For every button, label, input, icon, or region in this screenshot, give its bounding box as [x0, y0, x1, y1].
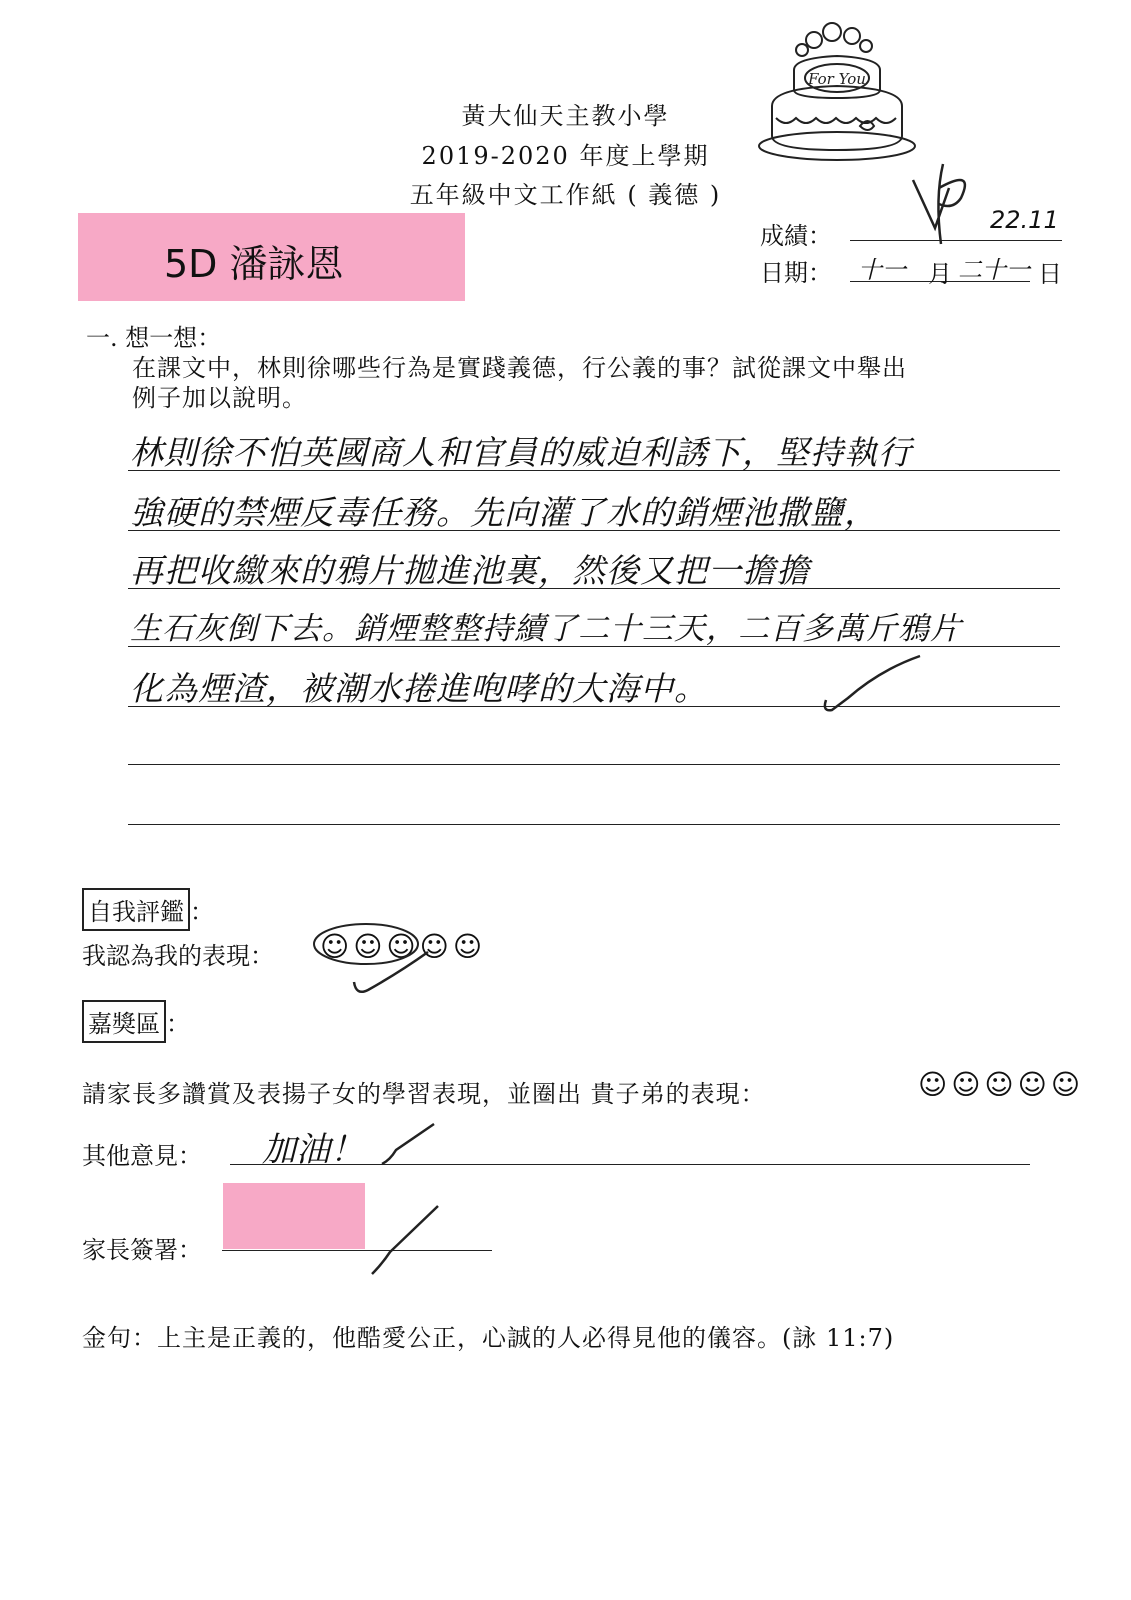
answer-line [128, 824, 1060, 825]
date-day-unit: 日 [1038, 260, 1062, 288]
praise-smileys [918, 1068, 1084, 1101]
student-class-name: 5D 潘詠恩 [164, 242, 344, 286]
tick-mark-icon [368, 1202, 442, 1278]
smiley-icon[interactable]: ☺ [419, 930, 449, 963]
self-eval-heading-row [82, 888, 214, 931]
date-month-value: 十一 [858, 256, 906, 284]
signature-label: 家長簽署： [82, 1236, 202, 1264]
worksheet-title: 五年級中文工作紙 ( 義德 ) [409, 181, 722, 209]
smiley-icon[interactable]: ☺ [386, 930, 416, 963]
answer-line [128, 764, 1060, 765]
self-eval-colon: ： [190, 898, 214, 926]
question-prompt-line1: 在課文中，林則徐哪些行為是實踐義德，行公義的事？試從課文中舉出 [132, 354, 907, 382]
smiley-icon[interactable]: ☺ [1017, 1068, 1047, 1101]
student-name-tag [78, 213, 465, 301]
smiley-icon[interactable]: ☺ [951, 1068, 981, 1101]
teacher-mark-icon [905, 158, 985, 248]
date-month-unit: 月 [928, 260, 952, 288]
smiley-icon[interactable]: ☺ [984, 1068, 1014, 1101]
signature-line [222, 1250, 492, 1251]
smiley-icon[interactable]: ☺ [320, 930, 350, 963]
self-eval-heading: 自我評鑑 [82, 888, 190, 931]
answer-text-line: 林則徐不怕英國商人和官員的威迫利誘下，堅持執行 [130, 433, 912, 472]
signature-redaction [223, 1183, 365, 1249]
other-comments-label: 其他意見： [82, 1142, 202, 1170]
answer-text-line: 化為煙渣，被潮水捲進咆哮的大海中。 [130, 669, 708, 708]
date-day-value: 二十一 [958, 256, 1030, 284]
svg-text:For You: For You [808, 70, 866, 88]
answer-text-line: 強硬的禁煙反毒任務。先向灌了水的銷煙池撒鹽， [130, 493, 878, 532]
answer-text-line: 再把收繳來的鴉片拋進池裏，然後又把一擔擔 [130, 551, 810, 590]
date-label: 日期： [760, 259, 832, 287]
smiley-icon[interactable]: ☺ [353, 930, 383, 963]
school-name: 黃大仙天主教小學 [461, 102, 670, 130]
tick-mark-icon [820, 650, 930, 720]
school-term: 2019-2020 年度上學期 [421, 142, 710, 170]
smiley-icon[interactable]: ☺ [1050, 1068, 1081, 1101]
smiley-icon[interactable]: ☺ [918, 1068, 948, 1101]
praise-heading: 嘉獎區 [82, 1000, 166, 1043]
praise-colon: ： [166, 1010, 190, 1038]
grade-value: 22.11 [990, 206, 1059, 234]
question-prompt-line2: 例子加以說明。 [132, 384, 307, 412]
self-eval-text: 我認為我的表現： [82, 942, 274, 970]
other-comments-value[interactable]: 加油！ [262, 1130, 364, 1170]
question-title: 一. 想一想： [86, 324, 222, 352]
verse: 金句：上主是正義的，他酷愛公正，心誠的人必得見他的儀容。(詠 11:7) [82, 1324, 895, 1352]
smiley-icon[interactable]: ☺ [452, 930, 483, 963]
circled-selection-icon [310, 918, 440, 1008]
tick-mark-icon [380, 1120, 440, 1170]
grade-label: 成績： [760, 222, 832, 250]
answer-text-line: 生石灰倒下去。銷煙整整持續了二十三天，二百多萬斤鴉片 [130, 611, 962, 647]
praise-text: 請家長多讚賞及表揚子女的學習表現，並圈出 貴子弟的表現： [82, 1080, 766, 1108]
praise-heading-row [82, 1000, 190, 1043]
